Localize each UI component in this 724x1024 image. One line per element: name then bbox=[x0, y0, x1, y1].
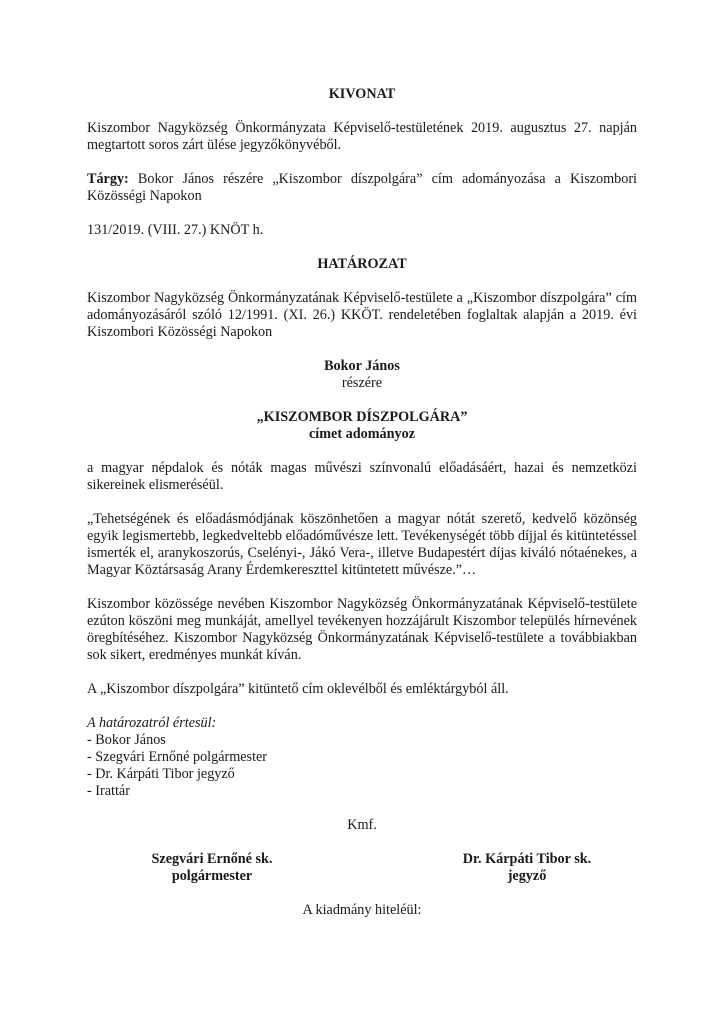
recipient-name: Bokor János bbox=[324, 358, 400, 374]
certification-label: A kiadmány hiteléül: bbox=[302, 902, 422, 918]
signature-role: jegyző bbox=[507, 868, 547, 884]
subject-text: Bokor János részére „Kiszombor díszpolgára” cím adományozása a Kiszombori Közösségi Napokon bbox=[87, 171, 638, 204]
award-action: címet adományoz bbox=[309, 426, 415, 442]
subject-paragraph bbox=[87, 171, 637, 205]
reason-paragraph: a magyar népdalok és nóták magas művészi színvonalú előadásáért, hazai és nemzetközi sikereinek elismeréséül. bbox=[87, 460, 637, 493]
signature-block bbox=[87, 851, 637, 885]
reference-number: 131/2019. (VIII. 27.) KNÖT h. bbox=[87, 222, 264, 238]
recipient-for: részére bbox=[341, 375, 383, 391]
award-composition: A „Kiszombor díszpolgára” kitüntető cím oklevélből és emléktárgyból áll. bbox=[87, 681, 509, 697]
subject-label: Tárgy: bbox=[87, 171, 129, 187]
award-title: „KISZOMBOR DÍSZPOLGÁRA” bbox=[256, 409, 468, 425]
notify-item: - Szegvári Ernőné polgármester bbox=[87, 749, 268, 765]
signature-name: Szegvári Ernőné sk. bbox=[151, 851, 273, 867]
decision-intro: Kiszombor Nagyközség Önkormányzatának Képviselő-testülete a „Kiszombor díszpolgára” cím adományozásáról szóló 12/1991. (XI. 26.) KKÖT. rendeletében foglaltak alapján a 2019. évi Kiszombori Közösségi Napokon bbox=[87, 290, 637, 340]
notify-label: A határozatról értesül: bbox=[87, 715, 217, 731]
quote-paragraph: „Tehetségének és előadásmódjának köszönhetően a magyar nótát szerető, kedvelő közönség egyik legismertebb, legkedveltebb előadóművésze lett. Tevékenységét több díjjal és kitüntetéssel ismerték el, aranykoszorús, Cselényi-, Jákó Vera-, illetve Budapestért díjas kiváló nótaénekes, a Magyar Köztársaság Arany Érdemkereszttel kitüntetett művésze.”… bbox=[87, 511, 637, 578]
intro-paragraph: Kiszombor Nagyközség Önkormányzata Képviselő-testületének 2019. augusztus 27. napján megtartott soros zárt ülése jegyzőkönyvéből. bbox=[87, 120, 637, 153]
document-heading: KIVONAT bbox=[328, 86, 396, 102]
signature-notary bbox=[402, 851, 652, 885]
decision-heading: HATÁROZAT bbox=[317, 256, 407, 272]
signature-name: Dr. Kárpáti Tibor sk. bbox=[462, 851, 592, 867]
signature-mayor bbox=[87, 851, 337, 885]
signature-role: polgármester bbox=[171, 868, 253, 884]
kmf-label: Kmf. bbox=[347, 817, 377, 833]
document-page bbox=[87, 86, 637, 919]
notify-item: - Bokor János bbox=[87, 732, 166, 748]
notify-item: - Irattár bbox=[87, 783, 130, 799]
thanks-paragraph: Kiszombor közössége nevében Kiszombor Nagyközség Önkormányzatának Képviselő-testülete ezúton köszöni meg munkáját, amellyel tevékenyen hozzájárult Kiszombor település hírnevének öregbítéséhez. Kiszombor Nagyközség Önkormányzatának Képviselő-testülete a továbbiakban sok sikert, eredményes munkát kíván. bbox=[87, 596, 637, 663]
notify-item: - Dr. Kárpáti Tibor jegyző bbox=[87, 766, 235, 782]
